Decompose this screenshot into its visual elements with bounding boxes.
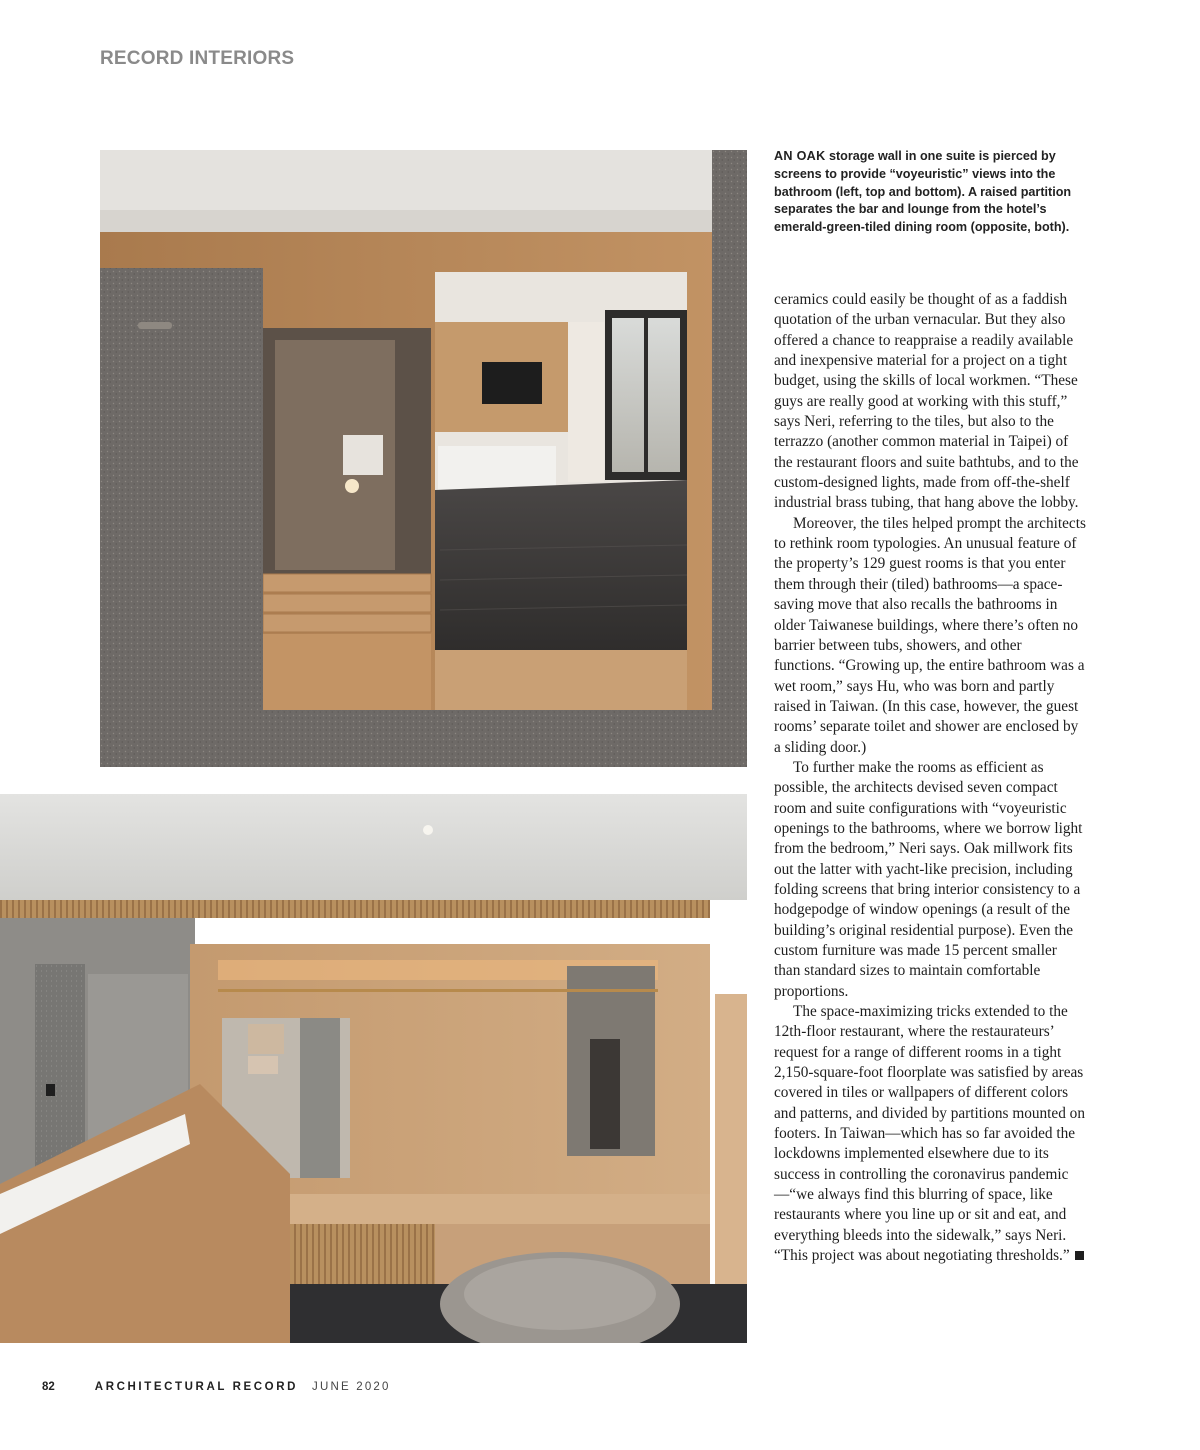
caption-lead: AN OAK <box>774 149 826 163</box>
article-paragraph-1: ceramics could easily be thought of as a faddish quotation of the urban vernacular. But they also offered a chance to reappraise a readily available and inexpensive material for a project on a tight budget, using the skills of local workmen. “These guys are really good at working with this stuff,” says Neri, referring to the tiles, but also to the terrazzo (another common material in Taipei) of the restaurant floors and suite bathtubs, and to the custom-designed lights, made from off-the-shelf industrial brass tubing, that hang above the lobby. <box>774 291 1079 512</box>
article-paragraph-2: Moreover, the tiles helped prompt the architects to rethink room typologies. An unusual feature of the property’s 129 guest rooms is that you enter them through their (tiled) bathrooms—a space-saving move that also recalls the bathrooms in older Taiwanese buildings, where there’s often no barrier between tubs, showers, and other functions. “Growing up, the entire bathroom was a wet room,” says Hu, who was born and partly raised in Taiwan. (In this case, however, the guest rooms’ separate toilet and shower are enclosed by a sliding door.) <box>774 514 1086 756</box>
end-mark-icon <box>1075 1251 1084 1260</box>
issue-date: JUNE 2020 <box>312 1381 391 1393</box>
photo-top-illustration <box>100 150 747 767</box>
page-number: 82 <box>42 1381 55 1393</box>
photo-bottom <box>0 794 747 1343</box>
section-label: RECORD INTERIORS <box>100 48 295 69</box>
photo-bottom-illustration <box>0 794 747 1343</box>
article-paragraph-4-text: The space-maximizing tricks extended to the 12th-floor restaurant, where the restaurateurs’ request for a range of different rooms in a tight 2,150-square-foot floorplate was satisfied by areas covered in tiles or wallpapers of different colors and patterns, and divided by partitions mounted on footers. In Taiwan—which has so far avoided the lockdowns implemented elsewhere due to its success in controlling the coronavirus pandemic—“we always find this blurring of space, like restaurants where you line up or sit and eat, and everything bleeds into the sidewalk,” says Neri. “This project was about negotiating thresholds.” <box>774 1003 1085 1265</box>
photo-top <box>100 150 747 767</box>
photo-caption <box>774 148 1084 237</box>
caption-text: storage wall in one suite is pierced by screens to provide “voyeuristic” views into the bathroom (left, top and bottom). A raised partition separates the bar and lounge from the hotel’s emerald-green-tiled dining room (opposite, both). <box>774 149 1072 235</box>
article-body <box>774 290 1086 1267</box>
article-paragraph-4 <box>774 1002 1086 1266</box>
article-paragraph-3: To further make the rooms as efficient as possible, the architects devised seven compact room and suite configurations with “voyeuristic openings to the bathrooms, where we borrow light from the bedroom,” Neri says. Oak millwork fits out the latter with yacht-like precision, including folding screens that bring interior consistency to a hodgepodge of window openings (a result of the building’s original residential purpose). Even the custom furniture was made 15 percent smaller than standard sizes to maintain comfortable proportions. <box>774 758 1083 1000</box>
page-footer <box>42 1381 391 1393</box>
magazine-name: ARCHITECTURAL RECORD <box>94 1381 298 1393</box>
